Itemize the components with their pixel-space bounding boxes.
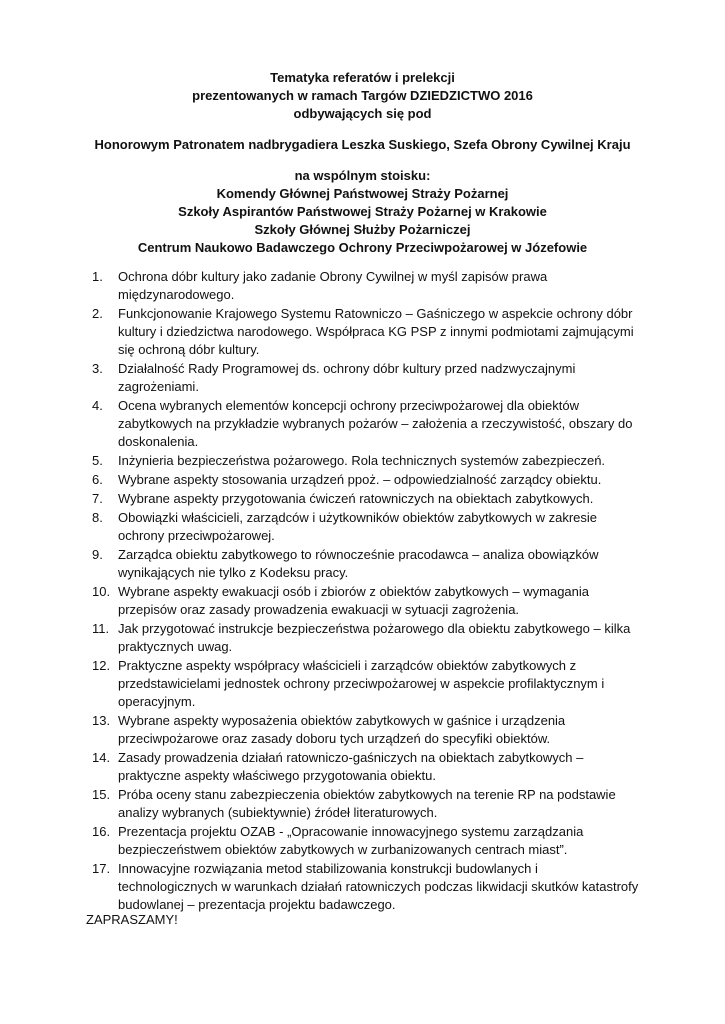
list-item-number: 17. (92, 861, 111, 876)
patronage-line: Honorowym Patronatem nadbrygadiera Leszka Suskiego, Szefa Obrony Cywilnej Kraju (94, 137, 631, 152)
list-item (92, 712, 640, 748)
list-item-number: 15. (92, 787, 111, 802)
list-item-text: Obowiązki właścicieli, zarządców i użytkowników obiektów zabytkowych w zakresie ochrony przeciwpożarowej. (118, 510, 598, 543)
document-header (60, 69, 665, 257)
list-item (92, 823, 640, 859)
list-item (92, 305, 640, 359)
list-item-number: 2. (92, 306, 103, 321)
list-item-text: Wybrane aspekty stosowania urządzeń ppoż. – odpowiedzialność zarządcy obiektu. (118, 472, 602, 487)
list-item-number: 9. (92, 547, 103, 562)
list-item (92, 490, 640, 508)
institution-2: Szkoły Aspirantów Państwowej Straży Pożarnej w Krakowie (178, 204, 547, 219)
list-item (92, 749, 640, 785)
list-item-number: 8. (92, 510, 103, 525)
list-item (92, 397, 640, 451)
list-item-text: Wybrane aspekty wyposażenia obiektów zabytkowych w gaśnice i urządzenia przeciwpożarowe oraz zasady doboru tych urządzeń do specyfiki obiektów. (118, 713, 566, 746)
list-item-text: Działalność Rady Programowej ds. ochrony dóbr kultury przed nadzwyczajnymi zagrożeniami. (118, 361, 576, 394)
stand-intro: na wspólnym stoisku: (294, 168, 431, 183)
list-item-text: Jak przygotować instrukcje bezpieczeństwa pożarowego dla obiektu zabytkowego – kilka praktycznych uwag. (118, 621, 631, 654)
list-item-text: Wybrane aspekty ewakuacji osób i zbiorów z obiektów zabytkowych – wymagania przepisów oraz zasady prowadzenia ewakuacji w sytuacji zagrożenia. (118, 584, 589, 617)
list-item (92, 546, 640, 582)
institution-1: Komendy Głównej Państwowej Straży Pożarnej (216, 186, 509, 201)
list-item-number: 5. (92, 453, 103, 468)
list-item-number: 7. (92, 491, 103, 506)
list-item-text: Zarządca obiektu zabytkowego to równocześnie pracodawca – analiza obowiązków wynikających nie tylko z Kodeksu pracy. (118, 547, 599, 580)
list-item-text: Próba oceny stanu zabezpieczenia obiektów zabytkowych na terenie RP na podstawie analizy wybranych (subiektywnie) źródeł literaturowych. (118, 787, 616, 820)
list-item-number: 13. (92, 713, 111, 728)
list-item-number: 4. (92, 398, 103, 413)
list-item-number: 10. (92, 584, 111, 599)
list-item-number: 12. (92, 658, 111, 673)
title-line-3: odbywających się pod (293, 106, 432, 121)
list-item-text: Praktyczne aspekty współpracy właścicieli i zarządców obiektów zabytkowych z przedstawicielami jednostek ochrony przeciwpożarowej w aspekcie profilaktycznym i operacyjnym. (118, 658, 605, 709)
list-item-text: Ocena wybranych elementów koncepcji ochrony przeciwpożarowej dla obiektów zabytkowych na przykładzie wybranych pożarów – założenia a rzeczywistość, obszary do doskonalenia. (118, 398, 633, 449)
closing-invitation: ZAPRASZAMY! (86, 912, 178, 927)
topics-list (92, 268, 640, 915)
list-item-number: 3. (92, 361, 103, 376)
list-item-text: Innowacyjne rozwiązania metod stabilizowania konstrukcji budowlanych i technologicznych w warunkach działań ratowniczych podczas likwidacji skutków katastrofy budowlanej – prezentacja projektu badawczego. (118, 861, 639, 912)
list-item (92, 786, 640, 822)
list-item (92, 509, 640, 545)
list-item (92, 860, 640, 914)
list-item-number: 6. (92, 472, 103, 487)
list-item-text: Ochrona dóbr kultury jako zadanie Obrony Cywilnej w myśl zapisów prawa międzynarodowego. (118, 269, 548, 302)
title-line-2: prezentowanych w ramach Targów DZIEDZICTWO 2016 (192, 88, 533, 103)
list-item (92, 620, 640, 656)
list-item-text: Prezentacja projektu OZAB - „Opracowanie innowacyjnego systemu zarządzania bezpieczeństwem obiektów zabytkowych w zurbanizowanych centrach miast”. (118, 824, 584, 857)
list-item-text: Zasady prowadzenia działań ratowniczo-gaśniczych na obiektach zabytkowych – praktyczne aspekty właściwego przygotowania obiektu. (118, 750, 584, 783)
list-item (92, 583, 640, 619)
list-item (92, 268, 640, 304)
list-item (92, 452, 640, 470)
list-item-text: Funkcjonowanie Krajowego Systemu Ratowniczo – Gaśniczego w aspekcie ochrony dóbr kultury i dziedzictwa narodowego. Współpraca KG PSP z innymi podmiotami zajmującymi się ochroną dóbr kultury. (118, 306, 634, 357)
list-item-text: Inżynieria bezpieczeństwa pożarowego. Rola technicznych systemów zabezpieczeń. (118, 453, 606, 468)
list-item-text: Wybrane aspekty przygotowania ćwiczeń ratowniczych na obiektach zabytkowych. (118, 491, 594, 506)
title-line-1: Tematyka referatów i prelekcji (270, 70, 455, 85)
list-item-number: 14. (92, 750, 111, 765)
list-item-number: 1. (92, 269, 103, 284)
list-item (92, 360, 640, 396)
list-item (92, 471, 640, 489)
list-item-number: 11. (92, 621, 110, 636)
list-item (92, 657, 640, 711)
institution-3: Szkoły Głównej Służby Pożarniczej (254, 222, 471, 237)
institution-4: Centrum Naukowo Badawczego Ochrony Przeciwpożarowej w Józefowie (137, 240, 588, 255)
list-item-number: 16. (92, 824, 111, 839)
